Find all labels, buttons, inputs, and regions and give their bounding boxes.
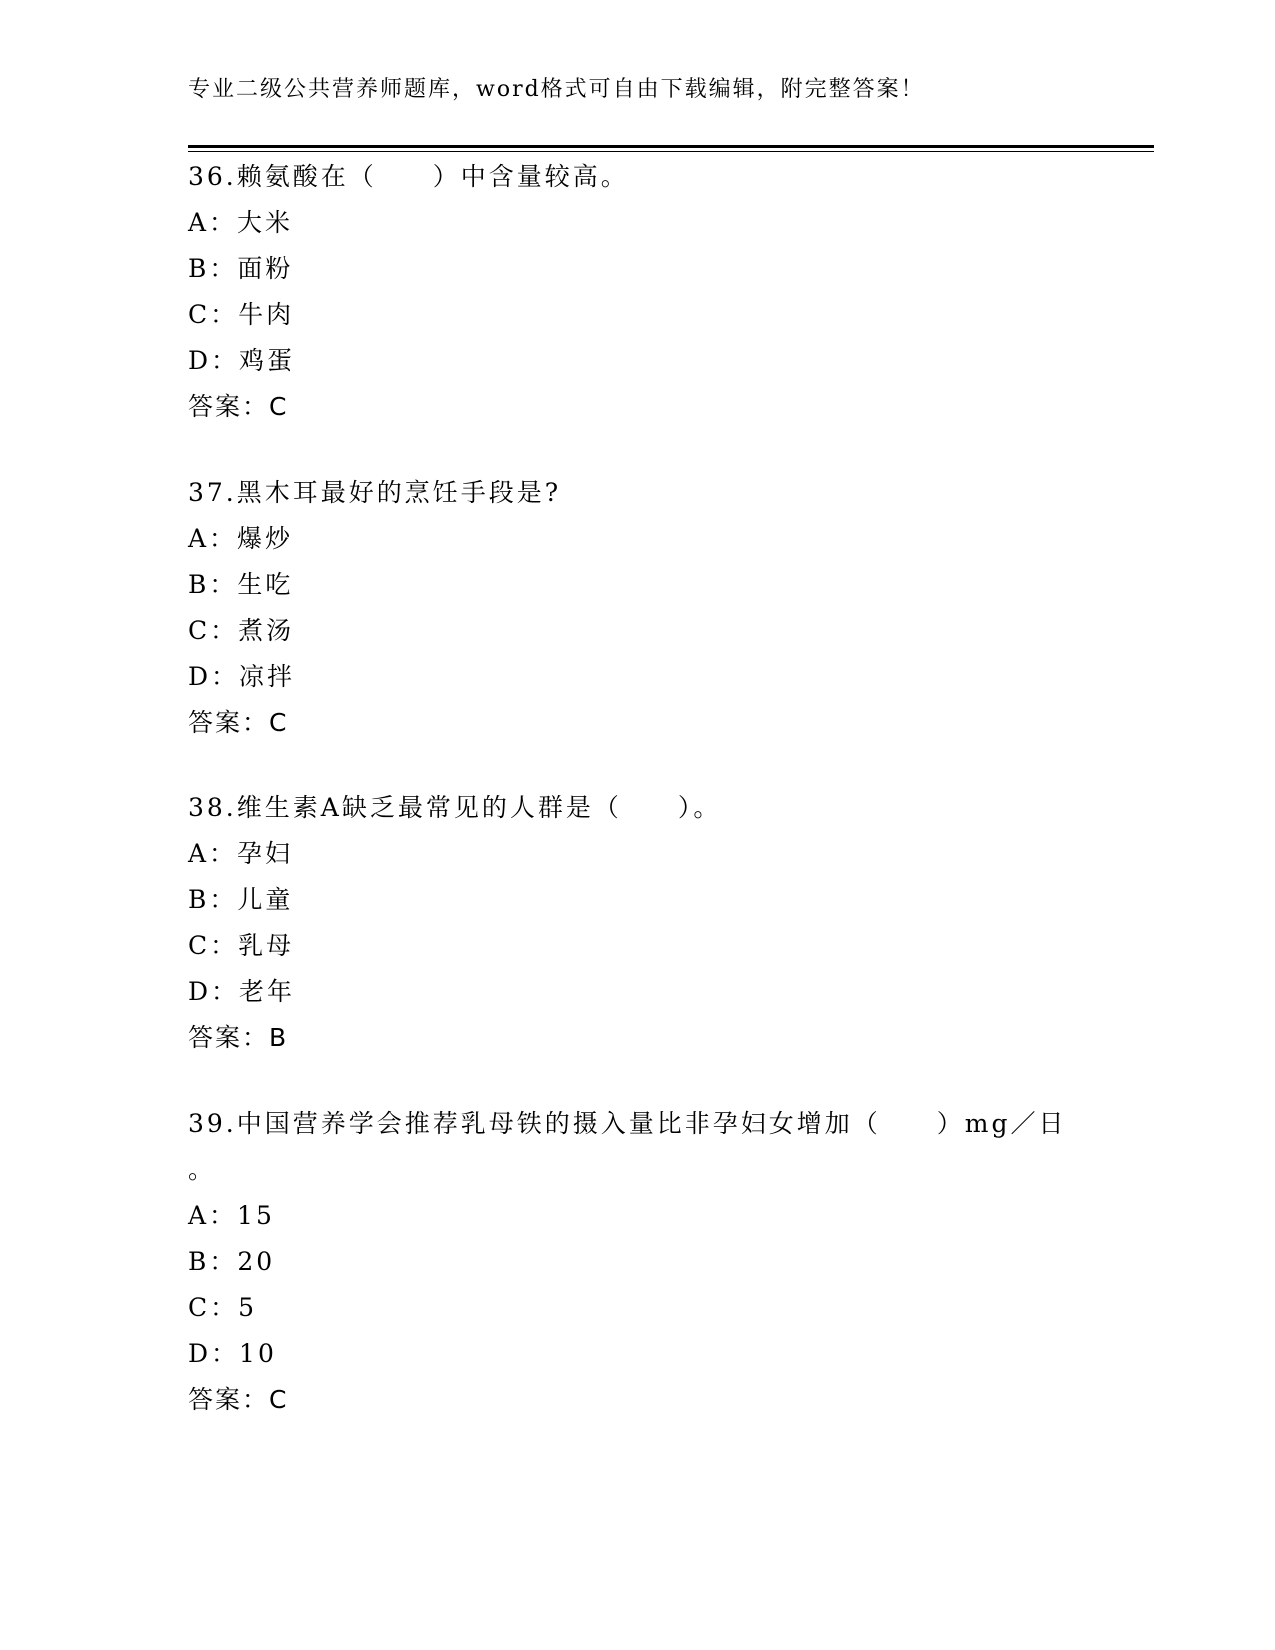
option-a: A：孕妇 <box>188 839 294 868</box>
question-36 <box>188 154 1154 430</box>
question-stem: 38.维生素A缺乏最常见的人群是（ ）。 <box>188 793 722 822</box>
header-rule-thin <box>188 151 1154 152</box>
question-39 <box>188 1101 1154 1423</box>
question-stem-continuation: 。 <box>188 1155 214 1184</box>
question-38 <box>188 785 1154 1061</box>
header-rule-thick <box>188 145 1154 148</box>
answer-line: 答案：C <box>188 1385 289 1414</box>
question-stem: 39.中国营养学会推荐乳母铁的摄入量比非孕妇女增加（ ）mg／日 <box>188 1109 1067 1138</box>
answer-line: 答案：B <box>188 1023 289 1052</box>
option-d: D：凉拌 <box>188 662 296 691</box>
option-a: A：15 <box>188 1201 275 1230</box>
question-stem: 37.黑木耳最好的烹饪手段是? <box>188 478 562 507</box>
option-c: C：牛肉 <box>188 300 295 329</box>
option-d: D：老年 <box>188 977 296 1006</box>
option-c: C：煮汤 <box>188 616 295 645</box>
option-a: A：大米 <box>188 208 294 237</box>
option-d: D：10 <box>188 1339 277 1368</box>
option-b: B：生吃 <box>188 570 294 599</box>
header-note: 专业二级公共营养师题库，word格式可自由下载编辑，附完整答案！ <box>188 77 925 102</box>
option-d: D：鸡蛋 <box>188 346 296 375</box>
question-stem: 36.赖氨酸在（ ）中含量较高。 <box>188 162 629 191</box>
option-b: B：20 <box>188 1247 276 1276</box>
option-c: C：5 <box>188 1293 258 1322</box>
option-b: B：面粉 <box>188 254 294 283</box>
option-b: B：儿童 <box>188 885 294 914</box>
answer-line: 答案：C <box>188 708 289 737</box>
question-37 <box>188 470 1154 746</box>
option-a: A：爆炒 <box>188 524 294 553</box>
option-c: C：乳母 <box>188 931 295 960</box>
answer-line: 答案：C <box>188 392 289 421</box>
